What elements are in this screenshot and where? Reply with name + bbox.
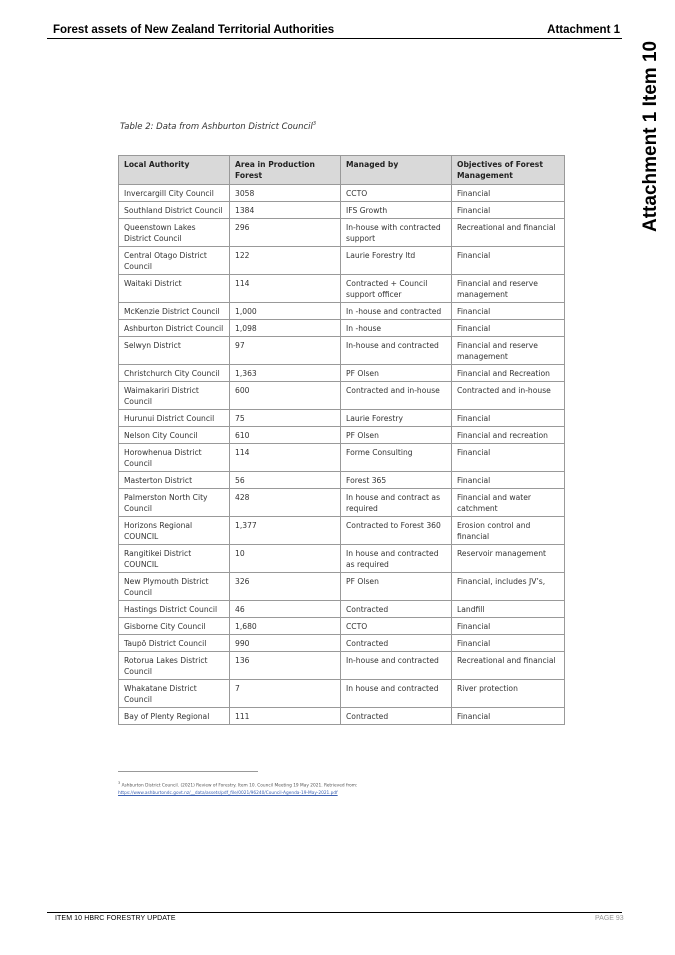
cell-managed-by: Contracted to Forest 360 xyxy=(341,517,452,545)
cell-local-authority: Gisborne City Council xyxy=(119,618,230,635)
table-caption xyxy=(120,121,316,132)
cell-local-authority: Rangitikei District COUNCIL xyxy=(119,545,230,573)
cell-objectives: Financial xyxy=(452,247,565,275)
table-row xyxy=(119,573,565,601)
cell-local-authority: Taupō District Council xyxy=(119,635,230,652)
cell-managed-by: In -house and contracted xyxy=(341,303,452,320)
cell-area: 1,363 xyxy=(230,365,341,382)
column-header: Objectives of Forest Management xyxy=(452,156,565,185)
cell-managed-by: Laurie Forestry ltd xyxy=(341,247,452,275)
cell-managed-by: PF Olsen xyxy=(341,365,452,382)
cell-local-authority: Rotorua Lakes District Council xyxy=(119,652,230,680)
cell-objectives: Recreational and financial xyxy=(452,652,565,680)
cell-objectives: Recreational and financial xyxy=(452,219,565,247)
table-row xyxy=(119,219,565,247)
table-row xyxy=(119,247,565,275)
cell-area: 600 xyxy=(230,382,341,410)
table-row xyxy=(119,185,565,202)
cell-local-authority: Whakatane District Council xyxy=(119,680,230,708)
table-header-row xyxy=(119,156,565,185)
cell-managed-by: In-house and contracted xyxy=(341,337,452,365)
table-row xyxy=(119,652,565,680)
cell-managed-by: In house and contracted as required xyxy=(341,545,452,573)
column-header: Managed by xyxy=(341,156,452,185)
table-row xyxy=(119,618,565,635)
cell-area: 610 xyxy=(230,427,341,444)
cell-area: 428 xyxy=(230,489,341,517)
table-row xyxy=(119,303,565,320)
cell-objectives: Financial xyxy=(452,410,565,427)
cell-local-authority: McKenzie District Council xyxy=(119,303,230,320)
table-row xyxy=(119,517,565,545)
cell-objectives: Financial xyxy=(452,185,565,202)
table-row xyxy=(119,601,565,618)
table-row xyxy=(119,382,565,410)
cell-managed-by: Contracted + Council support officer xyxy=(341,275,452,303)
table-row xyxy=(119,444,565,472)
cell-objectives: Financial and Recreation xyxy=(452,365,565,382)
cell-objectives: Financial xyxy=(452,618,565,635)
header-attachment: Attachment 1 xyxy=(547,24,620,36)
table-row xyxy=(119,337,565,365)
cell-local-authority: Southland District Council xyxy=(119,202,230,219)
cell-managed-by: Contracted xyxy=(341,635,452,652)
cell-area: 56 xyxy=(230,472,341,489)
cell-managed-by: Forest 365 xyxy=(341,472,452,489)
table-row xyxy=(119,489,565,517)
table-row xyxy=(119,202,565,219)
footer-rule xyxy=(47,912,622,913)
cell-objectives: Financial xyxy=(452,444,565,472)
cell-area: 7 xyxy=(230,680,341,708)
cell-area: 114 xyxy=(230,275,341,303)
cell-area: 136 xyxy=(230,652,341,680)
header-title: Forest assets of New Zealand Territorial Authorities xyxy=(53,24,335,36)
cell-local-authority: Invercargill City Council xyxy=(119,185,230,202)
cell-objectives: Financial, includes JV’s, xyxy=(452,573,565,601)
caption-ref: 3 xyxy=(312,121,317,127)
cell-managed-by: In-house and contracted xyxy=(341,652,452,680)
cell-local-authority: Waimakariri District Council xyxy=(119,382,230,410)
cell-objectives: Financial and recreation xyxy=(452,427,565,444)
cell-managed-by: PF Olsen xyxy=(341,573,452,601)
cell-managed-by: Contracted xyxy=(341,601,452,618)
cell-area: 326 xyxy=(230,573,341,601)
cell-area: 114 xyxy=(230,444,341,472)
footnote-ref: 3 xyxy=(118,781,121,785)
cell-area: 1384 xyxy=(230,202,341,219)
footnote-rule xyxy=(118,771,258,772)
cell-local-authority: Hurunui District Council xyxy=(119,410,230,427)
cell-objectives: River protection xyxy=(452,680,565,708)
cell-objectives: Financial xyxy=(452,708,565,725)
table-row xyxy=(119,427,565,444)
cell-local-authority: Queenstown Lakes District Council xyxy=(119,219,230,247)
cell-local-authority: Central Otago District Council xyxy=(119,247,230,275)
cell-area: 1,098 xyxy=(230,320,341,337)
footer-left: ITEM 10 HBRC FORESTRY UPDATE xyxy=(55,915,176,922)
cell-managed-by: IFS Growth xyxy=(341,202,452,219)
cell-local-authority: Waitaki District xyxy=(119,275,230,303)
table-body xyxy=(119,185,565,725)
cell-objectives: Reservoir management xyxy=(452,545,565,573)
cell-area: 990 xyxy=(230,635,341,652)
cell-local-authority: Nelson City Council xyxy=(119,427,230,444)
cell-objectives: Contracted and in-house xyxy=(452,382,565,410)
cell-managed-by: CCTO xyxy=(341,618,452,635)
cell-managed-by: PF Olsen xyxy=(341,427,452,444)
cell-local-authority: Horizons Regional COUNCIL xyxy=(119,517,230,545)
cell-objectives: Financial xyxy=(452,635,565,652)
cell-objectives: Financial and water catchment xyxy=(452,489,565,517)
column-header: Local Authority xyxy=(119,156,230,185)
cell-local-authority: Horowhenua District Council xyxy=(119,444,230,472)
cell-area: 97 xyxy=(230,337,341,365)
cell-objectives: Financial and reserve management xyxy=(452,275,565,303)
cell-managed-by: In -house xyxy=(341,320,452,337)
forest-data-table xyxy=(118,155,565,725)
table-row xyxy=(119,320,565,337)
cell-managed-by: CCTO xyxy=(341,185,452,202)
cell-area: 10 xyxy=(230,545,341,573)
table-row xyxy=(119,545,565,573)
table-row xyxy=(119,410,565,427)
caption-text: Table 2: Data from Ashburton District Council xyxy=(120,121,313,132)
cell-managed-by: Forme Consulting xyxy=(341,444,452,472)
cell-local-authority: Hastings District Council xyxy=(119,601,230,618)
table-row xyxy=(119,680,565,708)
table-row xyxy=(119,635,565,652)
cell-area: 46 xyxy=(230,601,341,618)
cell-objectives: Financial xyxy=(452,202,565,219)
footnote-link[interactable]: https://www.ashburtondc.govt.nz/__data/assets/pdf_file/0021/96240/Council-Agenda-19-May-2021.pdf xyxy=(118,791,338,797)
cell-managed-by: Contracted and in-house xyxy=(341,382,452,410)
cell-managed-by: In house and contracted xyxy=(341,680,452,708)
cell-objectives: Financial and reserve management xyxy=(452,337,565,365)
cell-managed-by: Contracted xyxy=(341,708,452,725)
table-row xyxy=(119,275,565,303)
cell-area: 1,000 xyxy=(230,303,341,320)
page-number: PAGE 93 xyxy=(595,915,624,922)
side-label: Attachment 1 Item 10 xyxy=(640,40,661,232)
cell-area: 111 xyxy=(230,708,341,725)
table-row xyxy=(119,365,565,382)
page-header xyxy=(47,24,622,39)
cell-area: 3058 xyxy=(230,185,341,202)
cell-local-authority: Palmerston North City Council xyxy=(119,489,230,517)
cell-managed-by: Laurie Forestry xyxy=(341,410,452,427)
cell-area: 296 xyxy=(230,219,341,247)
cell-area: 122 xyxy=(230,247,341,275)
cell-managed-by: In-house with contracted support xyxy=(341,219,452,247)
footnote xyxy=(118,779,538,798)
cell-local-authority: Bay of Plenty Regional xyxy=(119,708,230,725)
cell-managed-by: In house and contract as required xyxy=(341,489,452,517)
cell-local-authority: Christchurch City Council xyxy=(119,365,230,382)
cell-objectives: Financial xyxy=(452,303,565,320)
cell-local-authority: Masterton District xyxy=(119,472,230,489)
cell-objectives: Landfill xyxy=(452,601,565,618)
footnote-text: Ashburton District Council. (2021) Review of Forestry. Item 10. Council Meeting 19 May 2021. Retrieved from: xyxy=(121,783,358,789)
cell-objectives: Financial xyxy=(452,472,565,489)
cell-local-authority: Ashburton District Council xyxy=(119,320,230,337)
cell-objectives: Erosion control and financial xyxy=(452,517,565,545)
cell-objectives: Financial xyxy=(452,320,565,337)
cell-area: 1,680 xyxy=(230,618,341,635)
cell-area: 75 xyxy=(230,410,341,427)
table-row xyxy=(119,472,565,489)
cell-local-authority: New Plymouth District Council xyxy=(119,573,230,601)
cell-local-authority: Selwyn District xyxy=(119,337,230,365)
table-row xyxy=(119,708,565,725)
column-header: Area in Production Forest xyxy=(230,156,341,185)
cell-area: 1,377 xyxy=(230,517,341,545)
